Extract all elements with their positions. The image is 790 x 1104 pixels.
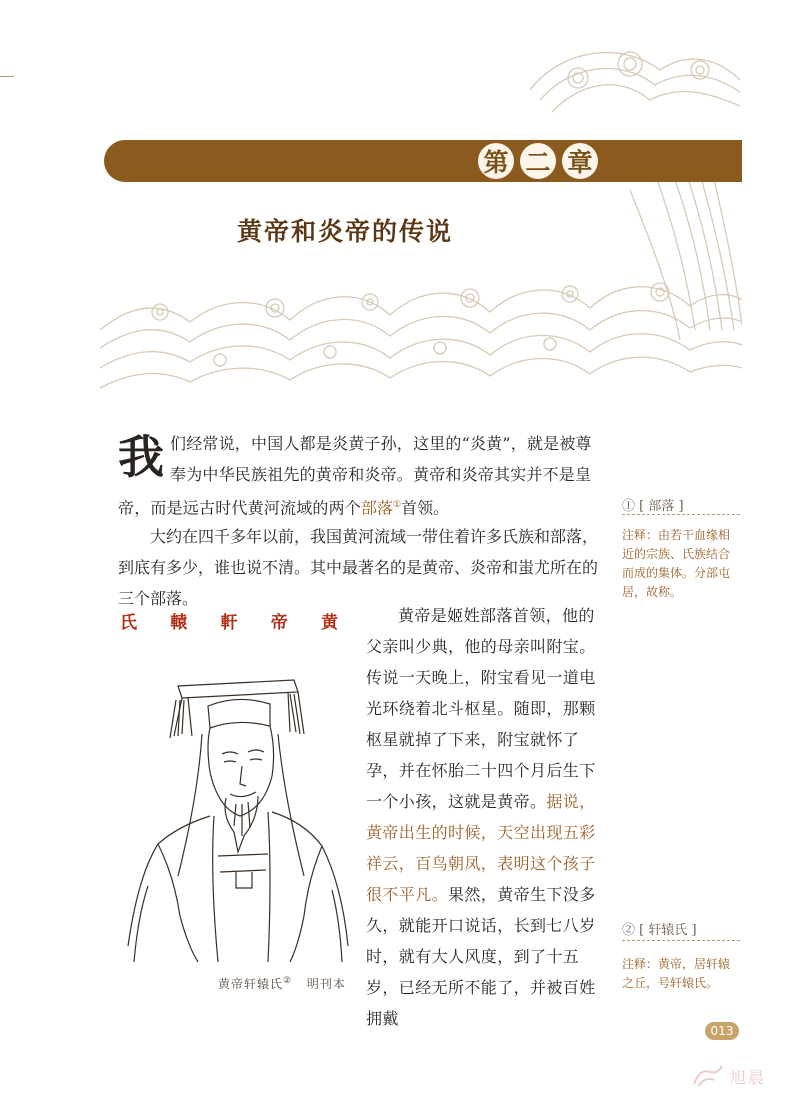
portrait-caption [218,975,346,992]
footnote-marker[interactable]: ① [393,500,402,510]
portrait-label-char: 帝 [270,613,288,633]
portrait-label [120,608,338,633]
margin-tick [0,76,14,77]
yellow-emperor-portrait [118,676,354,964]
portrait-label-char: 黄 [321,613,338,633]
note-heading: ① [ 部落 ] [622,499,684,514]
chapter-char: 第 [478,143,514,179]
caption-text: 黄帝轩辕氏 [218,977,284,991]
portrait-label-char: 氏 [120,613,137,633]
paragraph-text: 首领。 [401,498,450,518]
chapter-banner [104,140,742,182]
paragraph-tribes: 大约在四千多年以前，我国黄河流域一带住着许多氏族和部落，到底有多少，谁也说不清。其中最著名的是黄帝、炎帝和蚩尤所在的三个部落。 [118,527,599,608]
drop-cap: 我 [118,430,164,484]
chapter-heading [478,140,598,182]
caption-source: 明刊本 [306,977,346,991]
paragraph-text: 们经常说，中国人都是炎黄子孙，这里的“炎黄”，就是被尊奉为中华民族祖先的黄帝和炎帝。黄帝和炎帝其实并不是皇帝，而是远古时代黄河流域的两个 [118,434,592,518]
note-body: 注释：由若干血缘相近的宗族、氏族结合而成的集体。分部屯居，故称。 [622,528,731,599]
chapter-char: 章 [562,143,598,179]
paragraph-highlight: 据说，黄帝出生的时候，天空出现五彩祥云，百鸟朝凤，表明这个孩子很不平凡。 [366,792,596,904]
watermark-logo-icon [690,1062,726,1090]
page-right-margin [742,0,790,1104]
note-body: 注释：黄帝，居轩辕之丘，号轩辕氏。 [622,957,731,990]
portrait-label-char: 轅 [170,613,188,633]
watermark [690,1062,766,1090]
chapter-char: 二 [520,143,556,179]
note-divider [622,514,740,515]
watermark-text: 旭晨 [730,1067,767,1087]
article-title: 黄帝和炎帝的传说 [237,217,454,246]
paragraph-birth-story [366,600,604,1034]
portrait-label-char: 軒 [220,613,238,633]
page-number: 013 [705,1022,739,1040]
paragraph-text: 果然，黄帝生下没多久，就能开口说话，长到七八岁时，就有大人风度，到了十五岁，已经无所不能了，并被百姓拥戴 [366,885,596,1028]
note-divider [622,940,740,941]
paragraph-intro [118,428,600,523]
note-heading: ② [ 轩辕氏 ] [622,923,697,938]
annotated-term-tribe[interactable]: 部落 [361,498,394,518]
footnote-marker[interactable]: ② [283,976,293,986]
paragraph-text: 黄帝是姬姓部落首领，他的父亲叫少典，他的母亲叫附宝。传说一天晚上，附宝看见一道电光环绕着北斗枢星。随即，那颗枢星就掉了下来，附宝就怀了孕，并在怀胎二十四个月后生下一个小孩，这就是黄帝。 [366,606,596,811]
